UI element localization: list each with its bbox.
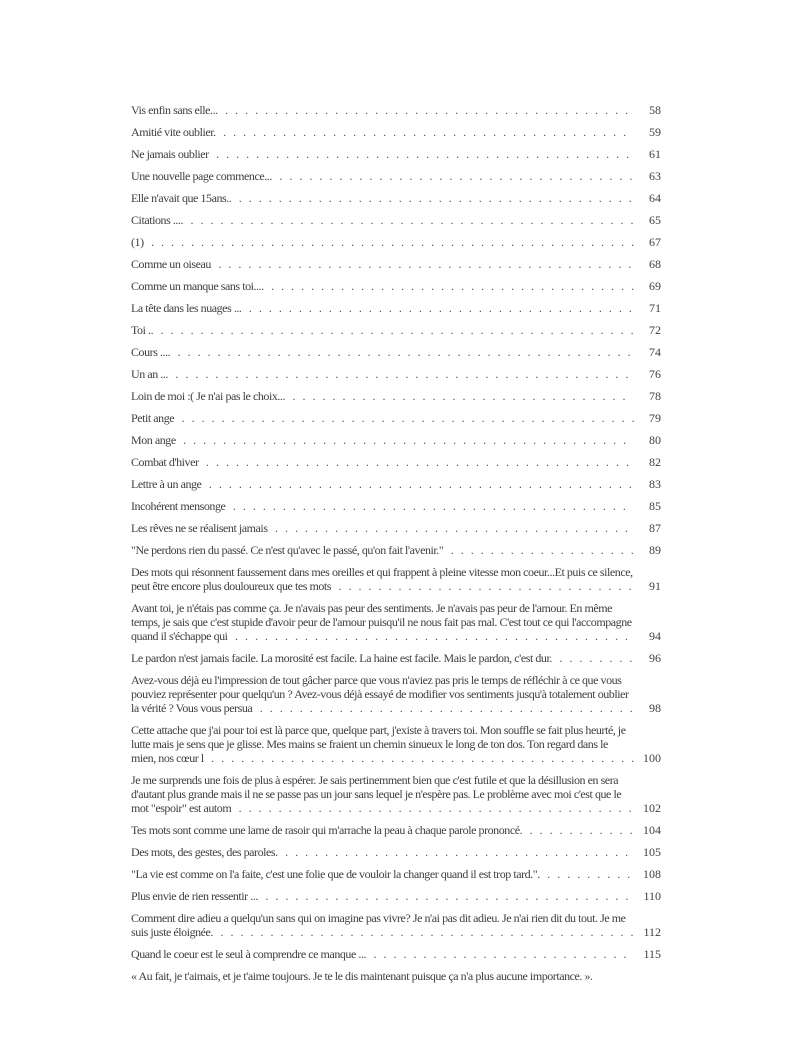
toc-entry-title: Comment dire adieu a quelqu'un sans qui on imagine pas vivre? Je n'ai pas dit adieu. Je n'ai rien dit du tout. Je me suis juste éloignée. <box>131 911 626 939</box>
dot-leader: . . . . . . . . . . . . . . . . . . . . . . . . . . . . . . . . . . . . . . . . <box>225 499 626 513</box>
dot-leader: . . . . . . . . . . . <box>522 823 633 837</box>
toc-entry[interactable] <box>131 257 661 271</box>
toc-entry[interactable] <box>131 543 661 557</box>
toc-entry[interactable] <box>131 673 661 715</box>
page-number: 104 <box>643 823 661 837</box>
dot-leader: . . . . . . . . . . . . . . . . . . . . . . . . . . . . . . . . . . . . <box>267 521 628 535</box>
toc-entry[interactable] <box>131 651 661 665</box>
toc-entry-title: Le pardon n'est jamais facile. La morosité est facile. La haine est facile. Mais le pardon, c'est dur. <box>131 651 552 665</box>
page-number: 69 <box>649 279 661 293</box>
toc-entry-title: Combat d'hiver <box>131 455 199 469</box>
toc-entry-title: Un an ... <box>131 367 168 381</box>
toc-entry-title: Avant toi, je n'étais pas comme ça. Je n'avais pas peur des sentiments. Je n'avais pas peur de l'amour. En même temps, je sais que c'est stupide d'avoir peur de l'amour puisqu'il ne nous fait pas mal. C'est tout ce qui l'accompagne quand il s'échappe qui <box>131 601 632 643</box>
dot-leader: . . . . . . . . . . . . . . . . . . . . . . . . . . . . . . . . . . . . . . . . <box>231 801 632 815</box>
closing-quote-line: « Au fait, je t'aimais, et je t'aime toujours. Je te le dis maintenant puisque ça n'a plus aucune importance. ». <box>131 969 593 983</box>
toc-entry-title: Amitié vite oublier. <box>131 125 216 139</box>
toc-entry[interactable] <box>131 845 661 859</box>
toc-entry-title: Toi .. <box>131 323 154 337</box>
page-number: 61 <box>649 147 661 161</box>
dot-leader: . . . . . . . . . . . . . . . . . . . . . . . . . . . . . . . . . . . . . . . . . . <box>213 925 633 939</box>
page-number: 115 <box>643 947 661 961</box>
page-number: 87 <box>649 521 661 535</box>
dot-leader: . . . . . . . . . . . . . . . . . . . . . . . . . . . . . . . . . . . . . . <box>252 701 633 715</box>
toc-entry[interactable] <box>131 867 661 881</box>
toc-entry[interactable] <box>131 565 661 593</box>
page-number: 82 <box>649 455 661 469</box>
dot-leader: . . . . . . . . . . . . . . . . . . . . . . . . . . . . . . . . . . . . . . . . . . . . . . <box>170 345 631 359</box>
dot-leader: . . . . . . . . . . . . . . . . . . . . . . . . . . . . . . . . . . . . . . . . . . . . . <box>183 213 634 227</box>
toc-entry-title: "Ne perdons rien du passé. Ce n'est qu'avec le passé, qu'on fait l'avenir." <box>131 543 444 557</box>
toc-entry-title: Ne jamais oublier <box>131 147 209 161</box>
page-number: 85 <box>649 499 661 513</box>
dot-leader: . . . . . . . . . . . . . . . . . . . . . . . . . . . . . . . . . . . . . . . . . <box>215 125 626 139</box>
dot-leader: . . . . . . . . . . . . . . . . . . . . . . . . . . . . . . . . . . . . . . . . . . . <box>203 751 634 765</box>
page-number: 83 <box>649 477 661 491</box>
page-number: 68 <box>649 257 661 271</box>
toc-entry[interactable] <box>131 477 661 491</box>
toc-entry-title: Avez-vous déjà eu l'impression de tout gâcher parce que vous n'aviez pas pris le temps de réfléchir à ce que vous pouviez représenter pour quelqu'un ? Avez-vous déjà essayé de modifier vos sentiments jusqu'à totalement oublier la vérité ? Vous vous persua <box>131 673 629 715</box>
toc-entry[interactable] <box>131 301 661 315</box>
toc-entry[interactable] <box>131 521 661 535</box>
page-number: 89 <box>649 543 661 557</box>
toc-entry-title: Une nouvelle page commence... <box>131 169 272 183</box>
toc-entry-title: "La vie est comme on l'a faite, c'est une folie que de vouloir la changer quand il est trop tard.". <box>131 867 540 881</box>
toc-entry[interactable] <box>131 345 661 359</box>
page-number: 96 <box>649 651 661 665</box>
page-number: 78 <box>649 389 661 403</box>
toc-entry-title: Plus envie de rien ressentir ... <box>131 889 258 903</box>
page-number: 108 <box>643 867 661 881</box>
toc-entry[interactable] <box>131 433 661 447</box>
dot-leader: . . . . . . . . . . . . . . . . . . . . . . . . . . . . . . . . . . <box>285 389 626 403</box>
toc-entry[interactable] <box>131 889 661 903</box>
toc-entry-title: Loin de moi :( Je n'ai pas le choix... <box>131 389 286 403</box>
toc-entry-title: Comme un manque sans toi.... <box>131 279 264 293</box>
table-of-contents <box>131 103 661 961</box>
toc-entry-title: Cours .... <box>131 345 171 359</box>
dot-leader: . . . . . . . . . . . . . . . . . . . . . . . . . . . . . . <box>331 579 632 593</box>
toc-entry[interactable] <box>131 389 661 403</box>
dot-leader: . . . . . . . . . . . . . . . . . . . . . . . . . . <box>366 947 627 961</box>
toc-entry-title: Comme un oiseau <box>131 257 211 271</box>
page-number: 100 <box>643 751 661 765</box>
toc-entry[interactable] <box>131 213 661 227</box>
dot-leader: . . . . . . . . . . . . . . . . . . . . . . . . . . . . . . . . . . . . . . . . . . <box>210 257 631 271</box>
toc-entry-title: Tes mots sont comme une lame de rasoir qui m'arrache la peau à chaque parole prononcé. <box>131 823 523 837</box>
page-number: 64 <box>649 191 661 205</box>
page-number: 80 <box>649 433 661 447</box>
dot-leader: . . . . . . . . . . . . . . . . . . . . . . . . . . . . . . . . . . . . <box>271 169 632 183</box>
dot-leader: . . . . . . . . . . . . . . . . . . . . . . . . . . . . . . . . . . . . . . . . . . . <box>201 477 632 491</box>
page-number: 71 <box>649 301 661 315</box>
page-number: 98 <box>649 701 661 715</box>
page-number: 112 <box>643 925 661 939</box>
toc-entry-title: Citations .... <box>131 213 184 227</box>
page-number: 59 <box>649 125 661 139</box>
toc-entry-title: Incohérent mensonge <box>131 499 226 513</box>
dot-leader: . . . . . . . . . . . . . . . . . . . . . . . . . . . . . . . . . . . . . <box>263 279 634 293</box>
dot-leader: . . . . . . . . . . . . . . . . . . . <box>443 543 634 557</box>
toc-entry-title: La tête dans les nuages ... <box>131 301 242 315</box>
toc-entry-title: Les rêves ne se réalisent jamais <box>131 521 268 535</box>
toc-entry[interactable] <box>131 235 661 249</box>
toc-entry[interactable] <box>131 773 661 815</box>
dot-leader: . . . . . . . . . . . . . . . . . . . . . . . . . . . . . . . . . . . . . . . . . . . . . . . . <box>153 323 634 337</box>
dot-leader: . . . . . . . . . . . . . . . . . . . . . . . . . . . . . . . . . . . . . . . . . . . . . . <box>174 411 635 425</box>
toc-entry-title: Quand le coeur est le seul à comprendre ce manque ... <box>131 947 367 961</box>
toc-entry-title: Elle n'avait que 15ans.. <box>131 191 232 205</box>
toc-entry-title: Mon ange <box>131 433 176 447</box>
dot-leader: . . . . . . . . . . . . . . . . . . . . . . . . . . . . . . . . . . . . . . . . . <box>217 103 628 117</box>
dot-leader: . . . . . . . . . . . . . . . . . . . . . . . . . . . . . . . . . . . . . . . . <box>231 191 632 205</box>
toc-entry[interactable] <box>131 823 661 837</box>
page-number: 91 <box>649 579 661 593</box>
toc-entry[interactable] <box>131 191 661 205</box>
page-number: 72 <box>649 323 661 337</box>
page-number: 58 <box>649 103 661 117</box>
dot-leader: . . . . . . . . . . . . . . . . . . . . . . . . . . . . . . . . . . . . . . . <box>241 301 632 315</box>
toc-entry[interactable] <box>131 323 661 337</box>
page-number: 110 <box>643 889 661 903</box>
dot-leader: . . . . . . . . . . . . . . . . . . . . . . . . . . . . . . . . . . . . . . . . . . . . . . <box>167 367 628 381</box>
page-number: 102 <box>643 801 661 815</box>
page-number: 105 <box>643 845 661 859</box>
page-number: 63 <box>649 169 661 183</box>
toc-entry-title: Petit ange <box>131 411 175 425</box>
dot-leader: . . . . . . . . . . . . . . . . . . . . . . . . . . . . . . . . . . . . . . . . . . . . . . . . . <box>143 235 634 249</box>
toc-entry-title: Des mots qui résonnent faussement dans mes oreilles et qui frappent à pleine vitesse mon coeur...Et puis ce silence, peut être encore plus douloureux que tes mots <box>131 565 633 593</box>
dot-leader: . . . . . . . . . . . . . . . . . . . . . . . . . . . . . . . . . . . . . <box>257 889 628 903</box>
toc-entry[interactable] <box>131 499 661 513</box>
toc-entry-title: Lettre à un ange <box>131 477 202 491</box>
page-number: 76 <box>649 367 661 381</box>
toc-entry[interactable] <box>131 455 661 469</box>
toc-entry[interactable] <box>131 911 661 939</box>
toc-entry-title: Des mots, des gestes, des paroles. <box>131 845 278 859</box>
page-number: 94 <box>649 629 661 643</box>
toc-entry[interactable] <box>131 947 661 961</box>
toc-entry[interactable] <box>131 125 661 139</box>
dot-leader: . . . . . . . . . <box>539 867 630 881</box>
toc-entry[interactable] <box>131 367 661 381</box>
toc-entry[interactable] <box>131 411 661 425</box>
toc-entry-title: Vis enfin sans elle... <box>131 103 218 117</box>
toc-entry[interactable] <box>131 103 661 117</box>
dot-leader: . . . . . . . . . . . . . . . . . . . . . . . . . . . . . . . . . . . . . . . . <box>227 629 628 643</box>
toc-entry[interactable] <box>131 279 661 293</box>
toc-entry-title: Je me surprends une fois de plus à espérer. Je sais pertinemment bien que c'est futile et que la désillusion en sera d'autant plus grande mais il ne se passe pas un jour sans lequel je n'espère pas. Le problème avec moi c'est que le mot "espoir" est autom <box>131 773 622 815</box>
page-number: 67 <box>649 235 661 249</box>
toc-entry[interactable] <box>131 147 661 161</box>
dot-leader: . . . . . . . . . . . . . . . . . . . . . . . . . . . . . . . . . . . . . . . . . . . <box>198 455 629 469</box>
toc-entry-title: Cette attache que j'ai pour toi est là parce que, quelque part, j'existe à travers toi. Mon souffle se fait plus heurté, je lutte mais je sens que je glisse. Mes mains se fraient un chemin sinueux le long de ton dos. Ton regard dans le mien, nos cœur l <box>131 723 626 765</box>
dot-leader: . . . . . . . . . . . . . . . . . . . . . . . . . . . . . . . . . . . . . . . . . . . . . <box>175 433 626 447</box>
toc-entry[interactable] <box>131 169 661 183</box>
page-number: 65 <box>649 213 661 227</box>
dot-leader: . . . . . . . . <box>551 651 632 665</box>
toc-entry[interactable] <box>131 601 661 643</box>
dot-leader: . . . . . . . . . . . . . . . . . . . . . . . . . . . . . . . . . . . . . . . . . . <box>208 147 629 161</box>
toc-entry[interactable] <box>131 723 661 765</box>
toc-entry-title: (1) <box>131 235 144 249</box>
dot-leader: . . . . . . . . . . . . . . . . . . . . . . . . . . . . . . . . . . . <box>277 845 628 859</box>
page-number: 74 <box>649 345 661 359</box>
page-number: 79 <box>649 411 661 425</box>
